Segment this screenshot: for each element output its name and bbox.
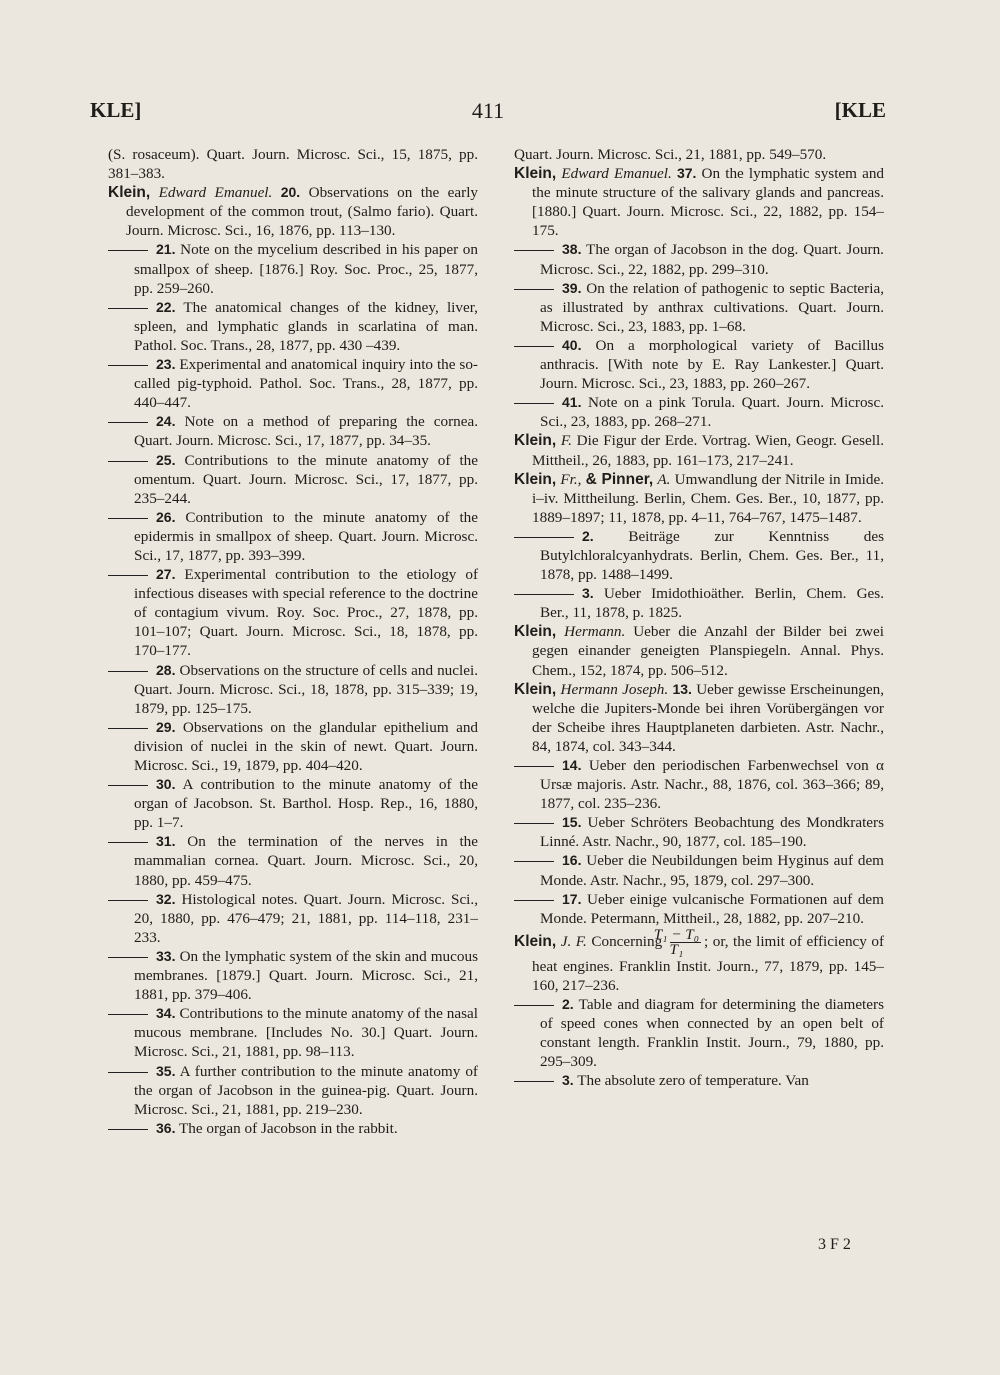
bibliography-entry xyxy=(108,565,478,660)
bibliography-entry xyxy=(514,890,884,928)
bibliography-entry xyxy=(108,183,478,240)
entry-number: 38. xyxy=(562,241,582,258)
ditto-dash xyxy=(514,250,554,251)
entry-text: Observations on the glandular epithelium and division of nuclei in the skin of newt. Quart. Journ. Microsc. Sci., 19, 1879, pp. 404–420. xyxy=(134,718,479,774)
entry-text: Contributions to the minute anatomy of the nasal mucous membrane. [Includes No. 30.] Quart. Journ. Microsc. Sci., 21, 1881, pp. 98–113. xyxy=(134,1005,478,1061)
entry-text: Ueber die Anzahl der Bilder bei zwei gegen einander geneigten Planspiegeln. Annal. Phys. Chem., 152, 1874, pp. 506–512. xyxy=(532,623,884,679)
entry-text: On a morphological variety of Bacillus anthracis. [With note by E. Ray Lankester.] Quart. Journ. Microsc. Sci., 23, 1883, pp. 260–267. xyxy=(540,336,885,393)
bibliography-entry xyxy=(514,279,884,336)
page-number: 411 xyxy=(471,98,505,123)
author-name: Klein, xyxy=(108,184,151,202)
entry-text: Ueber Schröters Beobachtung des Mondkraters Linné. Astr. Nachr., 90, 1877, col. 185–190. xyxy=(540,814,884,851)
entry-number: 30. xyxy=(156,776,176,793)
author-name: Klein, xyxy=(514,432,557,450)
entry-number: 23. xyxy=(156,356,176,373)
bibliography-entry xyxy=(108,718,478,775)
ditto-dash xyxy=(514,823,554,824)
bibliography-entry xyxy=(108,661,478,718)
entry-text: Ueber den periodischen Farbenwechsel von α Ursæ majoris. Astr. Nachr., 88, 1876, col. 363–366; 89, 1877, col. 235–236. xyxy=(540,757,884,813)
entry-text: Experimental contribution to the etiology of infectious diseases with special reference to the doctrine of contagium vivum. Roy. Soc. Proc., 27, 1878, pp. 101–107; Quart. Journ. Microsc. Sci., 18, 1878, pp. 170–177. xyxy=(134,566,479,660)
ditto-dash xyxy=(108,575,148,576)
ditto-dash xyxy=(108,1072,148,1073)
ditto-dash xyxy=(514,1005,554,1006)
entry-text: A further contribution to the minute anatomy of the organ of Jacobson in the guinea-pig. Quart. Journ. Microsc. Sci., 21, 1881, pp. 219–230. xyxy=(134,1062,478,1118)
author-name: Klein, xyxy=(514,470,557,488)
ditto-dash xyxy=(108,461,148,462)
header-right-guide-word: [KLE xyxy=(834,98,886,122)
ditto-dash xyxy=(108,842,148,843)
ditto-dash xyxy=(108,308,148,309)
ditto-dash xyxy=(514,346,554,347)
ditto-dash xyxy=(108,785,148,786)
entry-number: 27. xyxy=(156,566,176,583)
running-header xyxy=(90,98,886,132)
entry-number: 29. xyxy=(156,718,176,735)
entry-text: On the lymphatic system of the skin and mucous membranes. [1879.] Quart. Journ. Microsc. Sci., 21, 1881, pp. 379–406. xyxy=(134,947,478,1004)
entry-number: 2. xyxy=(582,527,594,544)
entry-number: 41. xyxy=(562,394,582,411)
entry-number: 3. xyxy=(582,585,594,602)
entry-text: On the termination of the nerves in the mammalian cornea. Quart. Journ. Microsc. Sci., 20, 1880, pp. 459–475. xyxy=(134,833,479,889)
entry-text: The anatomical changes of the kidney, liver, spleen, and lymphatic glands in scarlatina of man. Pathol. Soc. Trans., 28, 1877, pp. 430 –439. xyxy=(134,298,478,354)
signature-mark: 3 F 2 xyxy=(818,1236,851,1253)
fraction-numerator: T₁ − T₀ xyxy=(653,925,700,943)
bibliography-entry xyxy=(108,412,478,450)
bibliography-entry xyxy=(514,995,884,1071)
entry-number: 36. xyxy=(156,1119,176,1136)
author-given-name: Hermann Joseph. xyxy=(560,680,669,698)
entry-number: 22. xyxy=(156,298,176,315)
entry-number: 24. xyxy=(156,413,176,430)
ditto-dash xyxy=(514,289,554,290)
bibliography-entry xyxy=(514,756,884,813)
bibliography-entry xyxy=(514,584,884,622)
entry-text: The absolute zero of temperature. Van xyxy=(577,1072,809,1090)
formula-fraction xyxy=(653,925,701,958)
entry-text: On the relation of pathogenic to septic Bacteria, as illustrated by anthrax cultivations. Quart. Journ. Microsc. Sci., 23, 1883, pp. 1–68. xyxy=(540,279,884,335)
entry-number: 21. xyxy=(156,241,176,258)
entry-number: 37. xyxy=(676,165,697,182)
bibliography-entry xyxy=(514,622,884,679)
author-name: Klein, xyxy=(514,165,557,183)
ditto-dash xyxy=(514,861,554,862)
ditto-dash xyxy=(108,518,148,519)
entry-text: Observations on the structure of cells and nuclei. Quart. Journ. Microsc. Sci., 18, 1878, pp. 315–339; 19, 1879, pp. 125–175. xyxy=(134,661,478,717)
ditto-dash xyxy=(514,900,554,901)
ditto-dash xyxy=(108,728,148,729)
bibliography-entry xyxy=(108,1004,478,1061)
ditto-dash xyxy=(108,957,148,958)
entry-text: Contribution to the minute anatomy of the epidermis in smallpox of sheep. Quart. Journ. Microsc. Sci., 17, 1877, pp. 393–399. xyxy=(134,508,478,564)
ditto-dash xyxy=(108,422,148,423)
ditto-dash xyxy=(514,766,554,767)
bibliography-entry xyxy=(108,298,478,355)
ditto-dash xyxy=(514,537,574,538)
bibliography-entry xyxy=(514,925,885,995)
author-name: Klein, xyxy=(514,680,557,698)
header-left-guide-word: KLE] xyxy=(90,98,142,122)
entry-text: The organ of Jacobson in the dog. Quart. Journ. Microsc. Sci., 22, 1882, pp. 299–310. xyxy=(540,241,884,278)
entry-text: Histological notes. Quart. Journ. Microsc. Sci., 20, 1880, pp. 476–479; 21, 1881, pp. 114–118, 231–233. xyxy=(134,890,478,946)
entry-text: Ueber einige vulcanische Formationen auf dem Monde. Petermann, Mittheil., 28, 1882, pp. 207–210. xyxy=(540,890,884,927)
bibliography-entry xyxy=(108,508,478,565)
entry-text: A contribution to the minute anatomy of the organ of Jacobson. St. Barthol. Hosp. Rep., 16, 1880, pp. 1–7. xyxy=(134,776,478,832)
author-name: Klein, xyxy=(514,623,557,641)
entry-number: 14. xyxy=(562,757,582,773)
ditto-dash xyxy=(108,671,148,672)
entry-number: 28. xyxy=(156,661,176,678)
ditto-dash xyxy=(514,403,554,404)
bibliography-entry xyxy=(514,431,884,469)
author-name: Klein, xyxy=(514,932,557,950)
entry-text: (S. rosaceum). Quart. Journ. Microsc. Sci., 15, 1875, pp. 381–383. xyxy=(108,146,478,183)
bibliography-entry xyxy=(514,470,884,527)
author-given-name: F. xyxy=(560,432,572,450)
bibliography-entry xyxy=(108,947,478,1004)
bibliography-entry xyxy=(514,336,884,393)
left-column xyxy=(108,145,478,1138)
author-given-name: Edward Emanuel. xyxy=(561,165,672,183)
entry-number: 16. xyxy=(562,852,582,869)
entry-text: Ueber die Neubildungen beim Hyginus auf dem Monde. Astr. Nachr., 95, 1879, col. 297–300. xyxy=(540,852,884,889)
right-column xyxy=(514,145,884,1091)
entry-number: 35. xyxy=(156,1062,176,1079)
bibliography-entry xyxy=(514,527,884,584)
entry-text: Ueber gewisse Erscheinungen, welche die Jupiters-Monde bei ihren Vorübergängen vor der Scheibe ihres Hauptplaneten darbieten. Astr. Nachr., 84, 1874, col. 343–344. xyxy=(532,680,885,755)
author-given-name: Fr., xyxy=(560,470,582,488)
coauthor-given-name: A. xyxy=(657,470,671,488)
entry-text: Umwandlung der Nitrile in Imide. i–iv. Mittheilung. Berlin, Chem. Ges. Ber., 10, 1877, pp. 1889–1897; 11, 1878, pp. 4–11, 764–767, 1475–1487. xyxy=(532,470,885,526)
ditto-dash xyxy=(108,900,148,901)
entry-text: Contributions to the minute anatomy of the omentum. Quart. Journ. Microsc. Sci., 17, 1877, pp. 235–244. xyxy=(134,451,479,507)
ditto-dash xyxy=(514,1081,554,1082)
entry-number: 15. xyxy=(562,814,582,831)
entry-number: 26. xyxy=(156,508,176,525)
bibliography-entry xyxy=(514,680,884,756)
entry-number: 32. xyxy=(156,890,176,907)
bibliography-entry xyxy=(514,393,884,431)
author-given-name: Hermann. xyxy=(564,623,626,641)
entry-text: Experimental and anatomical inquiry into the so-called pig-typhoid. Pathol. Soc. Trans., 28, 1877, pp. 440–447. xyxy=(134,356,478,412)
bibliography-entry xyxy=(108,145,478,183)
ditto-dash xyxy=(108,1014,148,1015)
entry-number: 33. xyxy=(156,947,176,964)
coauthor-name: & Pinner, xyxy=(585,470,654,488)
bibliography-entry xyxy=(514,145,884,164)
bibliography-entry xyxy=(514,1071,884,1090)
fraction-denominator: T₁ xyxy=(669,940,684,958)
entry-number: 34. xyxy=(156,1005,176,1022)
author-given-name: J. F. xyxy=(560,932,587,950)
entry-text: Concerning xyxy=(591,932,663,950)
entry-text: Die Figur der Erde. Vortrag. Wien, Geogr. Gesell. Mittheil., 26, 1883, pp. 161–173, 217–241. xyxy=(532,432,885,469)
entry-text: Beiträge zur Kenntniss des Butylchloralcyanhydrats. Berlin, Chem. Ges. Ber., 11, 1878, pp. 1488–1499. xyxy=(540,527,884,584)
ditto-dash xyxy=(108,250,148,251)
bibliography-entry xyxy=(514,164,884,240)
entry-number: 2. xyxy=(562,996,574,1013)
entry-text: Observations on the early development of the common trout, (Salmo fario). Quart. Journ. Microsc. Sci., 16, 1876, pp. 113–130. xyxy=(126,184,479,240)
entry-text: Note on a method of preparing the cornea. Quart. Journ. Microsc. Sci., 17, 1877, pp. 34–35. xyxy=(134,413,478,450)
bibliography-entry xyxy=(514,240,884,278)
entry-text: Ueber Imidothioäther. Berlin, Chem. Ges. Ber., 11, 1878, p. 1825. xyxy=(540,585,884,622)
entry-text: Note on a pink Torula. Quart. Journ. Microsc. Sci., 23, 1883, pp. 268–271. xyxy=(540,394,885,431)
entry-text: On the lymphatic system and the minute structure of the salivary glands and pancreas. [1880.] Quart. Journ. Microsc. Sci., 22, 1882, pp. 154–175. xyxy=(532,165,885,240)
ditto-dash xyxy=(108,365,148,366)
entry-number: 25. xyxy=(156,451,176,468)
bibliography-entry xyxy=(108,355,478,412)
entry-text: Quart. Journ. Microsc. Sci., 21, 1881, pp. 549–570. xyxy=(514,146,827,163)
bibliography-entry xyxy=(108,890,478,947)
entry-number: 40. xyxy=(562,336,582,353)
bibliography-entry xyxy=(108,451,478,508)
bibliography-entry xyxy=(108,1119,478,1138)
ditto-dash xyxy=(108,1129,148,1130)
entry-text: The organ of Jacobson in the rabbit. xyxy=(179,1119,398,1137)
bibliography-entry xyxy=(108,775,478,832)
entry-number: 39. xyxy=(562,279,582,296)
entry-number: 17. xyxy=(562,890,582,907)
entry-text: ; or, the limit of efficiency of heat engines. Franklin Instit. Journ., 77, 1879, pp. 145–160, 217–236. xyxy=(532,932,885,994)
entry-number: 3. xyxy=(562,1072,574,1089)
ditto-dash xyxy=(514,594,574,595)
entry-number: 20. xyxy=(280,184,301,201)
bibliography-entry xyxy=(108,1062,478,1119)
bibliography-entry xyxy=(514,851,884,889)
entry-number: 31. xyxy=(156,833,176,850)
author-given-name: Edward Emanuel. xyxy=(158,184,273,202)
entry-number: 13. xyxy=(672,680,692,697)
entry-text: Note on the mycelium described in his paper on smallpox of sheep. [1876.] Roy. Soc. Proc., 25, 1877, pp. 259–260. xyxy=(134,241,478,297)
entry-text: Table and diagram for determining the diameters of speed cones when connected by an open belt of constant length. Franklin Instit. Journ., 79, 1880, pp. 295–309. xyxy=(540,996,884,1071)
bibliography-entry xyxy=(108,240,478,297)
bibliography-entry xyxy=(108,832,478,889)
bibliography-entry xyxy=(514,813,884,851)
